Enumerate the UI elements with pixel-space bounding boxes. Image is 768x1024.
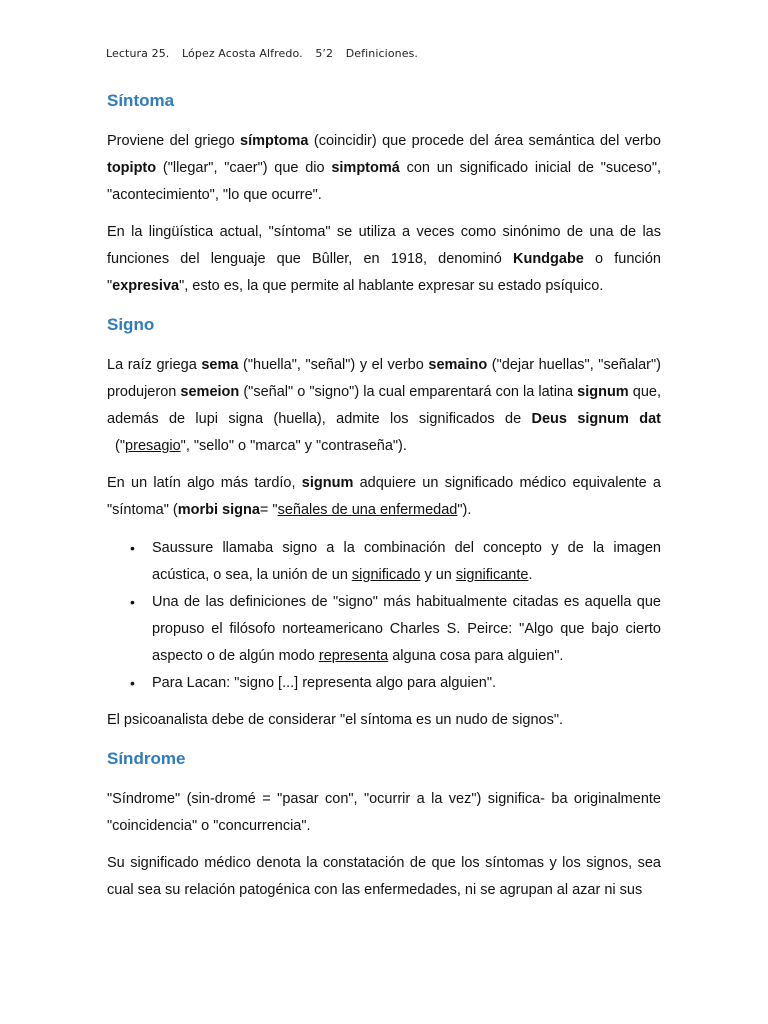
- list-item: • Para Lacan: "signo [...] representa algo para alguien".: [152, 670, 661, 697]
- term-simptoma: símptoma: [240, 133, 309, 149]
- term-sema: sema: [201, 357, 239, 373]
- list-item: • Una de las definiciones de "signo" más habitualmente citadas es aquella que propuso el filósofo norteamericano Charles S. Peirce: "Algo que bajo cierto aspecto o de algún modo representa alguna cosa para alguien".: [152, 589, 661, 670]
- paragraph-sintoma-linguistics: En la lingüística actual, "síntoma" se utiliza a veces como sinónimo de una de las funciones del lenguaje que Bûller, en 1918, denominó Kundgabe o función "expresiva", esto es, la que permite al hablante expresar su estado psíquico.: [107, 224, 661, 294]
- link-representa: representa: [318, 648, 389, 664]
- paragraph-sindrome-origin: "Síndrome" (sin-dromé = "pasar con", "ocurrir a la vez") significa- ba originalmente "coincidencia" o "concurrencia".: [107, 791, 661, 834]
- link-significante: significante: [455, 567, 529, 583]
- list-item: • Saussure llamaba signo a la combinación del concepto y de la imagen acústica, o sea, la unión de un significado y un significante.: [152, 535, 661, 589]
- term-morbi-signa: morbi signa: [177, 502, 260, 518]
- link-significado: significado: [351, 567, 421, 583]
- paragraph-signo-psicoanalista: El psicoanalista debe de considerar "el síntoma es un nudo de signos".: [107, 712, 564, 728]
- term-expresiva: expresiva: [112, 278, 180, 294]
- header-author: López Acosta Alfredo.: [182, 47, 303, 60]
- term-simptoma-2: simptomá: [331, 160, 400, 176]
- term-signum: signum: [577, 384, 629, 400]
- header-lectura: Lectura 25.: [106, 47, 170, 60]
- signo-bullet-list: [107, 535, 661, 697]
- term-signum-2: signum: [301, 475, 354, 491]
- paragraph-sindrome-medical: Su significado médico denota la constatación de que los síntomas y los signos, sea cual sea su relación patogénica con las enfermedades, ni se agrupan al azar ni sus: [107, 855, 661, 898]
- term-deus-signum-dat: Deus signum dat: [531, 411, 661, 427]
- term-semeion: semeion: [180, 384, 240, 400]
- link-senales-enfermedad: señales de una enfermedad: [277, 502, 458, 518]
- term-kundgabe: Kundgabe: [512, 251, 584, 267]
- paragraph-signo-latin: En un latín algo más tardío, signum adquiere un significado médico equivalente a "síntoma" (morbi signa= "señales de una enfermedad").: [107, 475, 661, 518]
- term-semaino: semaino: [428, 357, 488, 373]
- term-topipto: topipto: [107, 160, 157, 176]
- heading-sindrome: Síndrome: [107, 749, 186, 768]
- heading-signo: Signo: [107, 315, 155, 334]
- heading-sintoma: Síntoma: [107, 91, 175, 110]
- page-header: [106, 47, 427, 60]
- header-topic: Definiciones.: [345, 47, 419, 60]
- paragraph-signo-origin: La raíz griega sema ("huella", "señal") y el verbo semaino ("dejar huellas", "señalar") produjeron semeion ("señal" o "signo") la cual emparentará con la latina signum que, además de lupi signa (huella), admite los significados de Deus signum dat ("presagio", "sello" o "marca" y "contraseña").: [107, 357, 662, 454]
- document-body: [107, 88, 661, 904]
- header-unit: 5’2: [315, 47, 334, 60]
- link-presagio: presagio: [125, 438, 181, 454]
- paragraph-sintoma-origin: Proviene del griego símptoma (coincidir) que procede del área semántica del verbo topipto ("llegar", "caer") que dio simptomá con un significado inicial de "suceso", "acontecimiento", "lo que ocurre".: [107, 133, 661, 203]
